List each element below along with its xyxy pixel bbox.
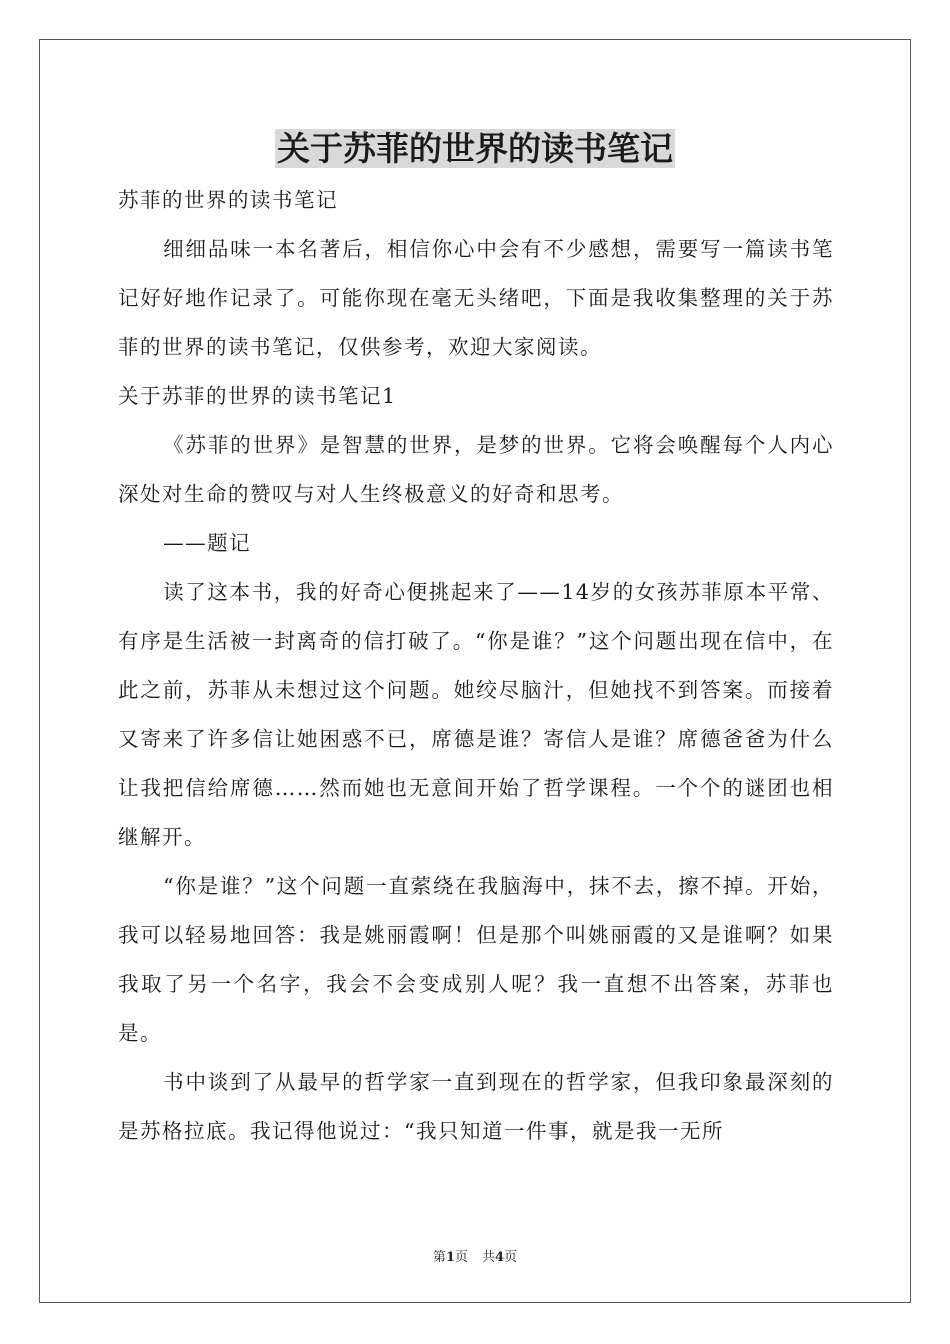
paragraph: “你是谁？”这个问题一直萦绕在我脑海中，抹不去，擦不掉。开始，我可以轻易地回答：我是姚丽霞啊！但是那个叫姚丽霞的又是谁啊？如果我取了另一个名字，我会不会变成别人呢？我一直想不出答案，苏菲也是。 <box>118 874 834 1045</box>
paragraph: 关于苏菲的世界的读书笔记1 <box>118 384 397 408</box>
document-body <box>118 176 834 1156</box>
paragraph: ——题记 <box>163 531 252 555</box>
paragraph: 《苏菲的世界》是智慧的世界，是梦的世界。它将会唤醒每个人内心深处对生命的赞叹与对人生终极意义的好奇和思考。 <box>118 433 834 506</box>
total-unit: 页 <box>504 1250 518 1265</box>
document-title <box>0 125 950 173</box>
paragraph: 细细品味一本名著后，相信你心中会有不少感想，需要写一篇读书笔记好好地作记录了。可能你现在毫无头绪吧，下面是我收集整理的关于苏菲的世界的读书笔记，仅供参考，欢迎大家阅读。 <box>118 237 834 359</box>
paragraph: 书中谈到了从最早的哲学家一直到现在的哲学家，但我印象最深刻的是苏格拉底。我记得他说过：“我只知道一件事，就是我一无所 <box>118 1070 834 1143</box>
page-total: 4 <box>495 1250 505 1265</box>
page-footer <box>0 1246 950 1265</box>
paragraph: 苏菲的世界的读书笔记 <box>118 188 338 212</box>
page-unit: 页 <box>454 1250 468 1265</box>
paragraph: 读了这本书，我的好奇心便挑起来了——14岁的女孩苏菲原本平常、有序是生活被一封离奇的信打破了。“你是谁？”这个问题出现在信中，在此之前，苏菲从未想过这个问题。她绞尽脑汁，但她找不到答案。而接着又寄来了许多信让她困惑不已，席德是谁？寄信人是谁？席德爸爸为什么让我把信给席德……然而她也无意间开始了哲学课程。一个个的谜团也相继解开。 <box>118 580 834 849</box>
document-title-text: 关于苏菲的世界的读书笔记 <box>277 129 673 168</box>
page-prefix: 第 <box>432 1250 446 1265</box>
total-prefix: 共 <box>482 1250 496 1265</box>
page-current: 1 <box>445 1250 455 1265</box>
